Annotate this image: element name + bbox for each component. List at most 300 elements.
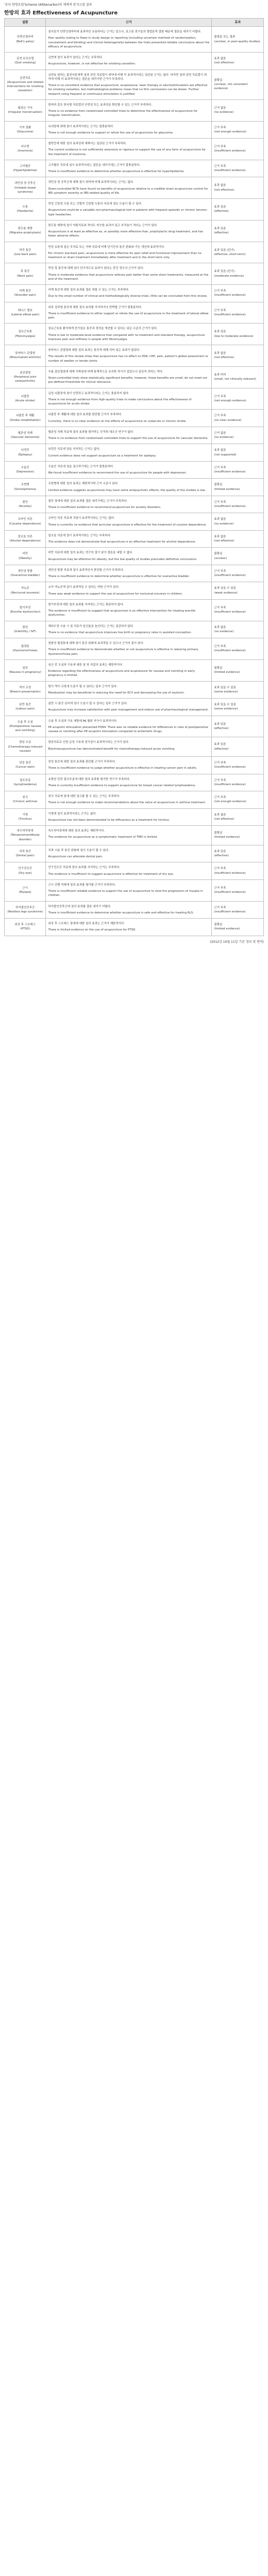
condition-korean: 월경통 <box>21 645 29 649</box>
effect-cell <box>212 427 264 444</box>
evidence-cell <box>46 737 212 757</box>
effect-korean: 불충분 또는 결과 <box>214 36 236 39</box>
table-row <box>5 388 264 410</box>
effect-english: (not supported) <box>214 453 237 456</box>
effect-cell <box>212 808 264 826</box>
condition-english: (Rheumatoid arthritis) <box>9 356 41 360</box>
effect-cell <box>212 862 264 880</box>
condition-korean: 하지불안증후군 <box>15 906 35 909</box>
effect-korean: 효과 없음 <box>214 535 226 538</box>
evidence-korean: 과민성 장 증후군에 대해 침이 위약에 비해 효과적이라는 근거는 없다. <box>48 181 134 184</box>
effect-english: (effective) <box>214 726 229 730</box>
condition-english: (Insomnia) <box>18 149 33 153</box>
condition-english: (Dental pain) <box>15 854 35 857</box>
condition-cell <box>5 901 46 919</box>
condition-korean: 류마티스 관절염 <box>15 352 36 355</box>
effect-english: (insufficient evidence) <box>214 313 246 316</box>
condition-cell <box>5 53 46 70</box>
evidence-english: There was weak evidence to support the use of acupuncture for nocturnal enuresis in children. <box>48 592 183 596</box>
condition-english: (Glaucoma) <box>16 130 34 133</box>
evidence-korean: 뜸이 역아 교정에 도움이 될 수 있다는 일부 근거가 있다. <box>48 685 118 688</box>
evidence-korean: 안구건조증 치료에 침의 효과를 지지하는 근거는 부족하다. <box>48 866 121 870</box>
condition-cell <box>5 366 46 388</box>
table-row <box>5 879 264 901</box>
condition-cell <box>5 461 46 479</box>
condition-korean: 과민성 방광 <box>18 569 32 573</box>
condition-english: (Acupuncture and related interventions for smoking cessation) <box>7 80 44 93</box>
effect-cell <box>212 716 264 737</box>
evidence-korean: 혈관성 치매 치료에 침의 효과를 평가하는 무작위 대조군 연구가 없다. <box>48 430 134 434</box>
condition-korean: 외상 후 스트레스 <box>14 923 36 926</box>
effect-cell <box>212 121 264 139</box>
condition-korean: 측두하악장애 <box>16 829 34 833</box>
condition-cell <box>5 638 46 660</box>
condition-english: (Lymphoedema) <box>13 783 37 786</box>
table-row <box>5 737 264 757</box>
effect-english: (limited evidence) <box>214 836 240 839</box>
evidence-english: Sham-controlled trials show statistically significant benefits; however, these benefits are small, do not meet our pre-defined thresholds for clinical relevance. <box>48 377 208 384</box>
effect-cell <box>212 621 264 638</box>
table-row <box>5 659 264 681</box>
effect-korean: 근거 부족 <box>214 309 226 312</box>
evidence-korean: 하지불안증후군에 침의 효과를 결론 내리기 어렵다. <box>48 905 111 908</box>
effect-korean: 효과 있음 <box>214 227 226 230</box>
evidence-english: The results of this review show that acupuncture has no effect on ESR, CRP, pain, patient's global assessment or number of swollen or tender joints. <box>48 355 209 363</box>
acupuncture-table <box>4 18 264 936</box>
condition-korean: 기저 질환 <box>19 126 31 129</box>
effect-cell <box>212 70 264 99</box>
evidence-cell <box>46 757 212 774</box>
effect-english: (moderate evidence) <box>214 274 244 278</box>
effect-cell <box>212 285 264 302</box>
effect-english: (insufficient evidence) <box>214 910 246 913</box>
effect-cell <box>212 220 264 242</box>
condition-english: (Labour pain) <box>15 707 35 711</box>
evidence-korean: 체외수정 시술 시 침 치료가 임신율을 높인다는 근거는 일관되지 않다. <box>48 624 134 628</box>
effect-english: (not enough evidence) <box>214 800 246 804</box>
condition-korean: 우울증 <box>21 466 29 469</box>
evidence-korean: 발기부전에 대한 침의 효과를 지지하는 근거는 충분하지 않다. <box>48 603 124 606</box>
condition-cell <box>5 444 46 462</box>
evidence-cell <box>46 621 212 638</box>
condition-cell <box>5 757 46 774</box>
evidence-korean: 측두하악장애에 대한 침의 효과는 제한적이다. <box>48 829 105 833</box>
evidence-korean: 만성 긴장성 두통 또는 간헐적 긴장형 두통의 치료에 침은 도움이 될 수 있다. <box>48 202 142 206</box>
effect-korean: 근거 부족 <box>214 645 226 649</box>
evidence-cell <box>46 177 212 199</box>
evidence-korean: 치과 시술 후 통증 완화에 침이 도움이 될 수 있다. <box>48 849 109 852</box>
condition-english: (Chemotherapy-induced nausea) <box>8 745 43 753</box>
evidence-korean: 편두통 예방에 침이 약물치료와 적어도 비슷한 효과가 있고 부작용이 적다는 근거가 있다. <box>48 224 158 227</box>
effect-korean: 효과 있음 <box>214 743 226 747</box>
condition-cell <box>5 263 46 285</box>
condition-english: (Myopia) <box>19 891 31 894</box>
condition-cell <box>5 496 46 513</box>
header-evidence: 근거 <box>46 19 212 27</box>
condition-cell <box>5 716 46 737</box>
condition-korean: 뇌졸중 후 재활 <box>16 414 35 418</box>
condition-cell <box>5 808 46 826</box>
effect-english: (not effective) <box>214 356 234 360</box>
effect-cell <box>212 242 264 263</box>
evidence-korean: 급성 뇌졸중에 침이 안전하고 효과적이라는 근거는 충분하지 않다. <box>48 392 129 395</box>
evidence-english: There is insufficient evidence to determine whether acupuncture is effective for hyperlipidemia. <box>48 170 185 173</box>
condition-english: (Quit smoking) <box>14 61 36 65</box>
effect-english: (not effective) <box>214 539 234 543</box>
condition-cell <box>5 302 46 324</box>
effect-english: (insufficient evidence) <box>214 470 246 473</box>
effect-korean: 근거 부족 <box>214 867 226 871</box>
effect-cell <box>212 757 264 774</box>
effect-english: (insufficient evidence) <box>214 294 246 297</box>
evidence-english: There is currently no evidence that auricular acupuncture is effective for the treatment of cocaine dependence. <box>48 523 207 527</box>
evidence-english: There is insufficient evidence to determine whether acupuncture is effective for overactive bladder. <box>48 575 190 578</box>
evidence-english: For chronic low-back pain, acupuncture is more effective for pain relief and functional improvement than no treatment or sham treatment immediately after treatment and in the short-term only. <box>48 251 202 259</box>
effect-cell <box>212 548 264 565</box>
condition-english: (Shoulder pain) <box>14 294 36 297</box>
header-note: '보다 한방요법'Scheme (Allikenarbor)의 체계적 분석고찰 결과 <box>4 3 92 7</box>
effect-english: (unclear) <box>214 556 227 560</box>
effect-cell <box>212 324 264 345</box>
evidence-english: There is limited evidence on the use of acupuncture for PTSD. <box>48 928 137 932</box>
condition-korean: 섬유근육통 <box>18 330 32 334</box>
condition-korean: 뇌전증 <box>21 449 29 452</box>
condition-cell <box>5 737 46 757</box>
evidence-cell <box>46 582 212 600</box>
evidence-english: The evidence is insufficient to suggest acupuncture is effective for treatment of dry eye. <box>48 872 174 876</box>
condition-cell <box>5 513 46 531</box>
evidence-cell <box>46 791 212 809</box>
evidence-korean: 과민성 방광 치료에 침이 효과적인지 판단할 근거가 부족하다. <box>48 568 124 572</box>
evidence-korean: 만성 목 통증에 대해 침이 단기적으로 효과가 있다는 중간 정도의 근거가 있다. <box>48 267 144 270</box>
condition-english: (Breech presentation) <box>9 690 41 693</box>
condition-korean: 뇌졸중 <box>21 395 29 398</box>
effect-cell <box>212 919 264 936</box>
table-row <box>5 530 264 548</box>
effect-english: (limited evidence) <box>214 927 240 931</box>
effect-english: (insufficient evidence) <box>214 505 246 508</box>
condition-cell <box>5 70 46 99</box>
condition-english: (Tinnitus) <box>18 817 32 821</box>
effect-cell <box>212 638 264 660</box>
effect-korean: 근거 부족 <box>214 761 226 765</box>
condition-cell <box>5 242 46 263</box>
effect-english: (not enough evidence) <box>214 399 246 402</box>
condition-cell <box>5 919 46 936</box>
evidence-english: There is not enough evidence to support or refute the use of acupuncture for glaucoma. <box>48 131 174 134</box>
condition-korean: 비수면 <box>21 145 29 149</box>
condition-korean: 수술 후 오심 <box>17 720 33 724</box>
evidence-english: There is insufficient evidence to judge whether acupuncture is effective in treating cancer pain in adults. <box>48 767 197 770</box>
condition-english: (Temporomandibular disorder) <box>10 834 40 841</box>
condition-english: (Chronic asthma) <box>12 800 38 804</box>
evidence-cell <box>46 479 212 496</box>
evidence-korean: 유방암 관련 림프부종에 대한 침의 효과를 평가한 연구가 부족하다. <box>48 777 130 781</box>
effect-korean: 효과 있음 <box>214 330 226 334</box>
condition-english: (Irritable bowel syndrome) <box>14 186 36 194</box>
evidence-english: Sham-controlled RCTs have found no benefits of acupuncture relative to a credible sham acupuncture control for IBS symptom severity or IBS-related quality of life. <box>48 187 208 195</box>
table-row <box>5 427 264 444</box>
effect-cell <box>212 479 264 496</box>
condition-korean: 과민성 장 증후군 <box>14 182 36 185</box>
evidence-korean: 소아 야뇨증에 침이 효과적일 수 있다는 약한 근거가 있다. <box>48 586 120 589</box>
evidence-cell <box>46 324 212 345</box>
evidence-korean: 우울증 치료에 침을 권고하기에는 근거가 불충분하다. <box>48 465 114 468</box>
evidence-korean: 만성 요통에 침은 무치료 또는 가짜 치료에 비해 단기간의 통증 완화와 기능 개선에 효과적이다. <box>48 245 165 249</box>
effect-cell <box>212 826 264 845</box>
table-row <box>5 70 264 99</box>
condition-english: (Nausea in pregnancy) <box>9 671 41 674</box>
effect-korean: 효과 없음 <box>214 57 226 60</box>
evidence-korean: 조현병에 대한 침의 효과는 제한적이며 근거 수준이 낮다. <box>48 482 119 486</box>
evidence-korean: 근시 진행 억제에 침의 효과를 평가할 근거가 부족하다. <box>48 883 116 887</box>
effect-korean: 근거 부족 <box>214 145 226 149</box>
evidence-cell <box>46 444 212 462</box>
condition-korean: 테니스 엘보 <box>18 309 32 312</box>
condition-korean: 이명 <box>22 813 28 817</box>
evidence-korean: 수술 후 오심과 구토 예방에 P6 혈위 자극이 효과적이다. <box>48 719 118 723</box>
evidence-korean: 뇌졸중 후 재활에 대한 침의 효과를 판단할 근거가 부족하다. <box>48 413 122 417</box>
condition-korean: 역아 교정 <box>19 686 31 689</box>
table-row <box>5 808 264 826</box>
evidence-cell <box>46 681 212 699</box>
table-row <box>5 324 264 345</box>
condition-cell <box>5 530 46 548</box>
effect-cell <box>212 513 264 531</box>
condition-korean: 분만 통증 <box>19 703 31 706</box>
condition-english: (Migraine prophylaxis) <box>9 231 41 235</box>
table-row <box>5 479 264 496</box>
effect-english: (no evidence) <box>214 111 234 114</box>
evidence-cell <box>46 199 212 221</box>
evidence-english: There is not enough evidence from high-quality trials to make conclusions about the effectiveness of acupuncture for acute stroke. <box>48 398 192 405</box>
table-row <box>5 919 264 936</box>
condition-english: (Acute stroke) <box>15 399 36 402</box>
condition-english: (Cocaine dependence) <box>9 522 41 526</box>
evidence-english: There is moderate evidence that acupuncture relieves pain better than some sham treatments, measured at the end of the treatment. <box>48 273 209 281</box>
evidence-korean: 불안 장애에 대한 침의 효과를 결론 내리기에는 근거가 부족하다. <box>48 499 128 503</box>
evidence-english: There is no evidence from randomised controlled trials to support the use of acupuncture for vascular dementia. <box>48 437 208 440</box>
evidence-cell <box>46 638 212 660</box>
condition-english: (Dysmenorrhoea) <box>12 649 38 653</box>
evidence-cell <box>46 410 212 427</box>
effect-english: (some evidence) <box>214 690 238 693</box>
evidence-english: There is insufficient evidence to either support or refute the use of acupuncture in the treatment of lateral elbow pain. <box>48 312 209 319</box>
condition-korean: 항암 오심 <box>19 741 31 744</box>
effect-english: (effective) <box>214 210 229 213</box>
condition-korean: 코카인 의존 <box>18 518 32 521</box>
evidence-english: Current evidence does not support acupuncture as a treatment for epilepsy. <box>48 454 156 457</box>
condition-english: (Peripheral joint osteoarthritis) <box>13 376 37 383</box>
condition-cell <box>5 599 46 621</box>
condition-english: (Restless legs syndrome) <box>7 910 43 913</box>
effect-english: (insufficient evidence) <box>214 649 246 653</box>
effect-korean: 효과 없음 <box>214 352 226 355</box>
condition-korean: 치과 통증 <box>19 850 31 853</box>
evidence-korean: 항암치료로 인한 급성 구토에 전기침이 효과적이라는 근거가 있다. <box>48 741 129 744</box>
condition-cell <box>5 285 46 302</box>
evidence-english: Evidence regarding the effectiveness of acupuncture and acupressure for nausea and vomiting in early pregnancy is limited. <box>48 670 195 677</box>
condition-korean: 비만 <box>22 552 28 556</box>
evidence-english: Acupuncture may increase satisfaction with pain management and reduce use of pharmacological management. <box>48 708 209 712</box>
condition-cell <box>5 139 46 160</box>
evidence-cell <box>46 285 212 302</box>
effect-korean: 근거 부족 <box>214 500 226 504</box>
evidence-korean: 무릎 골관절염에 대해 가짜침에 비해 통계적으로 유의한 차이가 있었으나 임상적 의미는 적다. <box>48 370 163 374</box>
effect-cell <box>212 599 264 621</box>
table-row <box>5 565 264 582</box>
effect-cell <box>212 388 264 410</box>
effect-english: (effective) <box>214 854 229 857</box>
condition-cell <box>5 479 46 496</box>
effect-korean: 효과 있을 수 있음 <box>214 703 236 706</box>
evidence-cell <box>46 496 212 513</box>
table-row <box>5 638 264 660</box>
effect-cell <box>212 845 264 862</box>
condition-english: (Stroke rehabilitation) <box>9 418 41 422</box>
evidence-english: We found insufficient evidence to recommend the use of acupuncture for people with depression. <box>48 471 187 474</box>
evidence-english: The evidence for acupuncture as a symptomatic treatment of TMD is limited. <box>48 836 158 839</box>
effect-korean: 근거 부족 <box>214 569 226 573</box>
condition-english: (Irregular menstruation) <box>8 111 42 114</box>
condition-korean: 금연 보조요법 <box>16 57 34 60</box>
effect-korean: 효과 있을 수 있음 <box>214 587 236 590</box>
page <box>0 0 268 949</box>
evidence-korean: 분만 시 통증 관리에 침이 도움이 될 수 있다는 일부 근거가 있다. <box>48 702 128 705</box>
effect-english: (effective) <box>214 231 229 235</box>
table-row <box>5 285 264 302</box>
effect-english: (insufficient evidence) <box>214 611 246 614</box>
table-row <box>5 263 264 285</box>
effect-korean: 불확실 <box>214 483 223 487</box>
table-row <box>5 410 264 427</box>
condition-cell <box>5 699 46 716</box>
table-row <box>5 139 264 160</box>
condition-english: (Schizophrenia) <box>14 487 37 491</box>
table-row <box>5 901 264 919</box>
table-row <box>5 699 264 716</box>
effect-english: (low to moderate evidence) <box>214 334 254 338</box>
evidence-english: There is not enough evidence to make recommendations about the value of acupuncture in asthma treatment. <box>48 801 206 805</box>
condition-cell <box>5 160 46 177</box>
effect-cell <box>212 27 264 53</box>
condition-cell <box>5 99 46 121</box>
evidence-korean: 외상 후 스트레스 장애에 대한 침의 효과는 근거가 제한적이다. <box>48 922 125 925</box>
effect-english: (weak evidence) <box>214 591 238 595</box>
condition-cell <box>5 681 46 699</box>
table-row <box>5 366 264 388</box>
footer-note: (2012년 10월 11일 기준 정리 및 번역) <box>210 940 264 944</box>
evidence-cell <box>46 70 212 99</box>
condition-cell <box>5 565 46 582</box>
effect-english: (unclear, not consistent evidence) <box>214 83 248 91</box>
evidence-english: There is insufficient reliable evidence to support the use of acupuncture to slow the progression of myopia in children. <box>48 890 203 897</box>
evidence-cell <box>46 160 212 177</box>
evidence-korean: 이명에 침이 효과적이라는 근거는 없다. <box>48 812 97 816</box>
effect-korean: 근거 부족 <box>214 395 226 398</box>
evidence-korean: 고지혈증 치료에 침이 효과적이라는 결론을 내리기에는 근거가 불충분하다. <box>48 163 141 167</box>
table-row <box>5 513 264 531</box>
condition-korean: 고지혈증 <box>20 164 31 168</box>
effect-english: (not effective) <box>214 61 234 65</box>
table-row <box>5 461 264 479</box>
effect-korean: 근거 부족 <box>214 778 226 782</box>
condition-english: (Infertility / IVF) <box>14 630 37 633</box>
evidence-english: Poor quality (owing to flaws in study design or reporting (including uncertain methods of randomisation, concealment and blinding) and clinical heterogeneity between the trials prevented reliable conclusions about the efficacy of acupuncture. <box>48 37 210 48</box>
evidence-cell <box>46 919 212 936</box>
effect-korean: 근거 없음 <box>214 106 226 110</box>
evidence-cell <box>46 716 212 737</box>
condition-english: (Lateral elbow pain) <box>11 313 40 316</box>
effect-korean: 근거 부족 <box>214 906 226 909</box>
effect-cell <box>212 530 264 548</box>
condition-cell <box>5 774 46 791</box>
table-row <box>5 791 264 809</box>
condition-korean: 천식 <box>22 796 28 799</box>
table-row <box>5 845 264 862</box>
evidence-cell <box>46 513 212 531</box>
condition-english: (Anxiety) <box>19 505 32 508</box>
table-row <box>5 53 264 70</box>
evidence-english: Due to the small number of clinical and methodologically diverse trials, little can be concluded from this review. <box>48 295 208 298</box>
condition-english: (Obesity) <box>19 556 32 560</box>
effect-english: (effective, short-term) <box>214 252 246 256</box>
evidence-cell <box>46 565 212 582</box>
condition-cell <box>5 879 46 901</box>
condition-cell <box>5 410 46 427</box>
evidence-cell <box>46 302 212 324</box>
evidence-english: There is insufficient evidence to recommend acupuncture for anxiety disorders. <box>48 506 161 509</box>
evidence-english: Currently, there is no clear evidence on the effects of acupuncture on subacute or chronic stroke. <box>48 419 187 423</box>
effect-cell <box>212 444 264 462</box>
evidence-english: Moxibustion may be beneficial in reducing the need for ECV and decreasing the use of oxytocin. <box>48 691 185 694</box>
condition-cell <box>5 388 46 410</box>
effect-cell <box>212 366 264 388</box>
effect-korean: 근거 부족 <box>214 886 226 890</box>
evidence-english: The current evidence is not sufficiently extensive or rigorous to support the use of any form of acupuncture for the treatment of insomnia. <box>48 148 206 156</box>
condition-cell <box>5 27 46 53</box>
header-effect: 효과 <box>212 19 264 27</box>
evidence-korean: 비만 치료에 대한 침의 효과는 연구의 질이 낮아 결론을 내릴 수 없다. <box>48 551 133 555</box>
evidence-english: There is insufficient evidence to demonstrate whether or not acupuncture is effective in reducing primary dysmenorrhoea pain. <box>48 648 198 656</box>
condition-english: (Epilepsy) <box>18 453 32 456</box>
table-row <box>5 444 264 462</box>
effect-korean: 효과 있음 <box>214 206 226 209</box>
condition-english: (Overactive bladder) <box>10 574 40 577</box>
evidence-cell <box>46 808 212 826</box>
effect-cell <box>212 901 264 919</box>
condition-korean: 알코올 의존 <box>18 535 32 538</box>
evidence-korean: 어깨 통증에 대한 침의 효과를 결론 내릴 수 있는 근거는 부족하다. <box>48 289 129 292</box>
condition-korean: 근시 <box>22 886 28 890</box>
condition-korean: 편두통 예방 <box>18 227 32 230</box>
condition-cell <box>5 199 46 221</box>
evidence-korean: 금연을 원하는 흡연자들에게 침과 관련 치료법이 위약에 비해 더 효과적이라는 일관된 근거는 없다. 하지만 침과 관련 치료법이 위약에 비해 더 효과적이라는 결론을 내리기엔 근거가 부족하다. <box>48 73 207 81</box>
effect-korean: 근거 없음 <box>214 431 226 435</box>
table-row <box>5 774 264 791</box>
condition-cell <box>5 220 46 242</box>
effect-korean: 효과 미미 <box>214 373 226 377</box>
effect-korean: 불확실 <box>214 666 223 670</box>
effect-english: (not effective) <box>214 188 234 192</box>
effect-korean: 근거 부족 <box>214 414 226 418</box>
evidence-korean: 천식 치료에 침에 대한 권고를 할 수 있는 근거는 부족하다. <box>48 795 121 798</box>
effect-cell <box>212 659 264 681</box>
condition-korean: 암성 통증 <box>19 761 31 765</box>
effect-korean: 근거 부족 <box>214 126 226 129</box>
evidence-cell <box>46 53 212 70</box>
condition-cell <box>5 177 46 199</box>
